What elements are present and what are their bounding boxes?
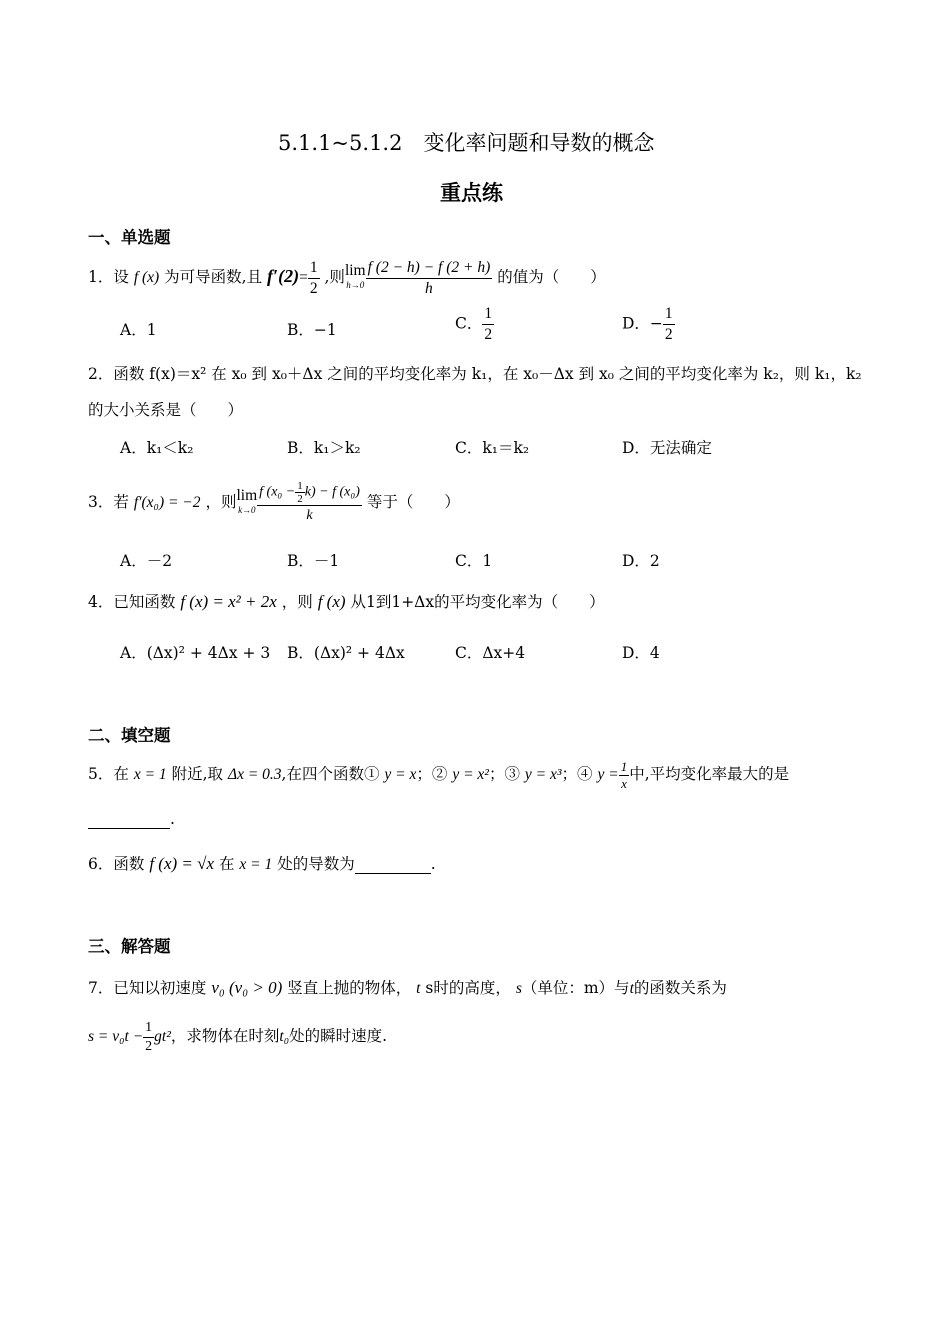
q6-function: f (x) = √x — [149, 854, 215, 873]
q3-half-d: 2 — [297, 493, 303, 505]
q5-t2: ,在四个函数① — [281, 765, 380, 783]
q5-f1: y = x — [384, 766, 417, 783]
q3-limit-fraction — [257, 480, 362, 526]
q5-t4: ；③ — [488, 765, 520, 783]
q1-text1: 为可导函数,且 — [164, 268, 263, 286]
q3-mid: ，则 — [205, 493, 237, 511]
q1-option-a: A．1 — [120, 321, 157, 339]
q7-t4: 的函数关系为 — [633, 979, 727, 997]
section-heading-solution: 三、解答题 — [88, 937, 171, 956]
q1-fx: f (x) — [133, 269, 160, 286]
q1-half-den: 2 — [309, 279, 318, 297]
q1-opt-d-den: 2 — [664, 326, 673, 343]
q7-formula-b: gt² — [154, 1028, 171, 1045]
q3-option-d: D．2 — [622, 552, 660, 570]
q5-t3: ；② — [416, 765, 448, 783]
q1-option-d-label: D．− — [622, 314, 663, 333]
q7-pre: 7．已知以初速度 — [88, 979, 207, 997]
question-4 — [88, 590, 605, 612]
q7-t3: （单位：m）与 — [521, 979, 630, 997]
q3-option-b: B．－1 — [287, 552, 340, 570]
q1-option-c — [455, 304, 494, 345]
q2-option-c: C．k₁＝k₂ — [455, 439, 530, 457]
q5-f4-den: x — [621, 775, 627, 791]
q6-point: x = 1 — [239, 856, 273, 873]
q4-function: f (x) = x² + 2x — [180, 592, 277, 611]
q6-post: 处的导数为 — [277, 855, 355, 873]
q5-f4-fraction — [619, 759, 630, 792]
q4-option-d: D．4 — [622, 644, 660, 662]
q7-t2: s时的高度， — [420, 979, 511, 997]
q6-mid: 在 — [218, 855, 235, 873]
q6-pre: 6．函数 — [88, 855, 145, 873]
q5-t5: ；④ — [561, 765, 593, 783]
question-5 — [88, 752, 789, 797]
q3-condition: f′(x₀) = −2 — [133, 494, 201, 511]
q1-opt-c-den: 2 — [484, 326, 493, 343]
q3-pre: 3．若 — [88, 493, 129, 511]
section-heading-fill-in: 二、填空题 — [88, 726, 171, 745]
q3-limit — [236, 488, 257, 518]
q1-option-d-fraction — [663, 304, 675, 345]
q3-post: 等于（ ） — [366, 493, 460, 511]
q5-f2: y = x² — [452, 766, 489, 783]
q4-pre: 4．已知函数 — [88, 593, 176, 611]
q4-mid: ，则 — [281, 593, 313, 611]
q7-t6: 处的瞬时速度. — [289, 1027, 388, 1045]
q1-lim-den: h — [425, 279, 433, 297]
q7-half-n: 1 — [143, 1019, 154, 1038]
q1-lim-num: f (2 − h) − f (2 + h) — [366, 258, 493, 279]
section-heading-single-choice: 一、单选题 — [88, 228, 171, 247]
q2-option-d: D．无法确定 — [622, 439, 712, 457]
q1-option-c-fraction — [482, 304, 494, 345]
q3-lim-num — [257, 480, 362, 506]
q3-lim-word: lim — [236, 487, 258, 504]
q5-pre: 5．在 — [88, 765, 129, 783]
q7-t5: ，求物体在时刻 — [170, 1027, 280, 1045]
q4-f: f (x) — [317, 592, 346, 611]
q3-half-n: 1 — [297, 480, 303, 492]
q1-limit — [345, 263, 366, 293]
page-subtitle: 重点练 — [440, 180, 503, 205]
q4-option-b: B．(Δx)² + 4Δx — [287, 644, 405, 662]
q2-option-a: A．k₁＜k₂ — [120, 439, 194, 457]
question-2-line-2: 的大小关系是（ ） — [88, 401, 244, 419]
question-3 — [88, 478, 460, 527]
q7-t-var: t — [416, 980, 421, 997]
q5-end: . — [170, 810, 175, 828]
q3-lim-sub: k→0 — [238, 505, 256, 515]
q3-num-b: k) − f (x₀) — [304, 484, 360, 500]
q1-limit-fraction — [366, 258, 493, 299]
q1-number: 1．设 — [88, 268, 129, 286]
q5-t1: 附近,取 — [171, 765, 224, 783]
q7-half-d: 2 — [145, 1038, 153, 1054]
q3-num-a: f (x₀ − — [259, 484, 296, 500]
q3-lim-den: k — [306, 508, 313, 523]
question-7-line-1 — [88, 976, 727, 998]
q1-opt-c-num: 1 — [482, 304, 494, 325]
page-title: 5.1.1~5.1.2 变化率问题和导数的概念 — [278, 131, 655, 155]
q7-t-var-2: t — [629, 980, 634, 997]
q3-num-half — [295, 480, 305, 505]
q1-text2: ,则 — [324, 268, 345, 286]
q5-blank[interactable] — [88, 810, 170, 829]
q7-t1: 竖直上抛的物体， — [287, 979, 412, 997]
q5-f4-num: 1 — [620, 758, 628, 774]
question-7-line-2 — [88, 1014, 387, 1059]
q3-option-c: C．1 — [455, 552, 493, 570]
q7-formula-a: s = v₀t − — [88, 1028, 144, 1045]
q1-lim-sub: h→0 — [346, 280, 365, 290]
q1-half-fraction — [308, 258, 320, 299]
q4-option-c: C．Δx+4 — [455, 644, 526, 662]
q5-f3: y = x³ — [524, 766, 562, 783]
question-2-line-1: 2．函数 f(x)＝x² 在 x₀ 到 x₀＋Δx 之间的平均变化率为 k₁，在 x₀－Δx 到 x₀ 之间的平均变化率为 k₂，则 k₁，k₂ — [88, 365, 862, 383]
q1-option-b: B．−1 — [287, 321, 337, 339]
q1-lim-word: lim — [344, 262, 366, 279]
q4-option-a: A．(Δx)² + 4Δx + 3 — [120, 644, 271, 662]
q7-velocity: v₀ (v₀ > 0) — [211, 978, 283, 997]
q3-option-a: A．－2 — [120, 552, 173, 570]
q6-end: . — [430, 855, 436, 873]
q5-f4-pre: y = — [597, 766, 619, 783]
q5-answer-line — [88, 810, 175, 829]
q1-text3: 的值为（ ） — [497, 268, 606, 286]
q5-c1: x = 1 — [133, 766, 167, 783]
q1-option-c-label: C． — [455, 314, 483, 333]
q5-c2: Δx = 0.3 — [227, 766, 282, 783]
question-1 — [88, 251, 606, 303]
q7-half-fraction — [143, 1019, 154, 1056]
q2-option-b: B．k₁＞k₂ — [287, 439, 361, 457]
question-6 — [88, 852, 436, 874]
q7-s-var: s — [515, 980, 522, 997]
q1-fprime: f′(2) — [267, 266, 300, 286]
q1-eq: = — [299, 269, 308, 286]
q1-option-d — [622, 304, 675, 345]
q5-t6: 中,平均变化率最大的是 — [629, 765, 790, 783]
q1-opt-d-num: 1 — [663, 304, 675, 325]
q7-t0: t₀ — [279, 1028, 290, 1045]
q4-range: 从1到1+Δx的平均变化率为（ ） — [350, 593, 605, 611]
q6-blank[interactable] — [355, 855, 431, 874]
q1-half-num: 1 — [308, 258, 320, 279]
